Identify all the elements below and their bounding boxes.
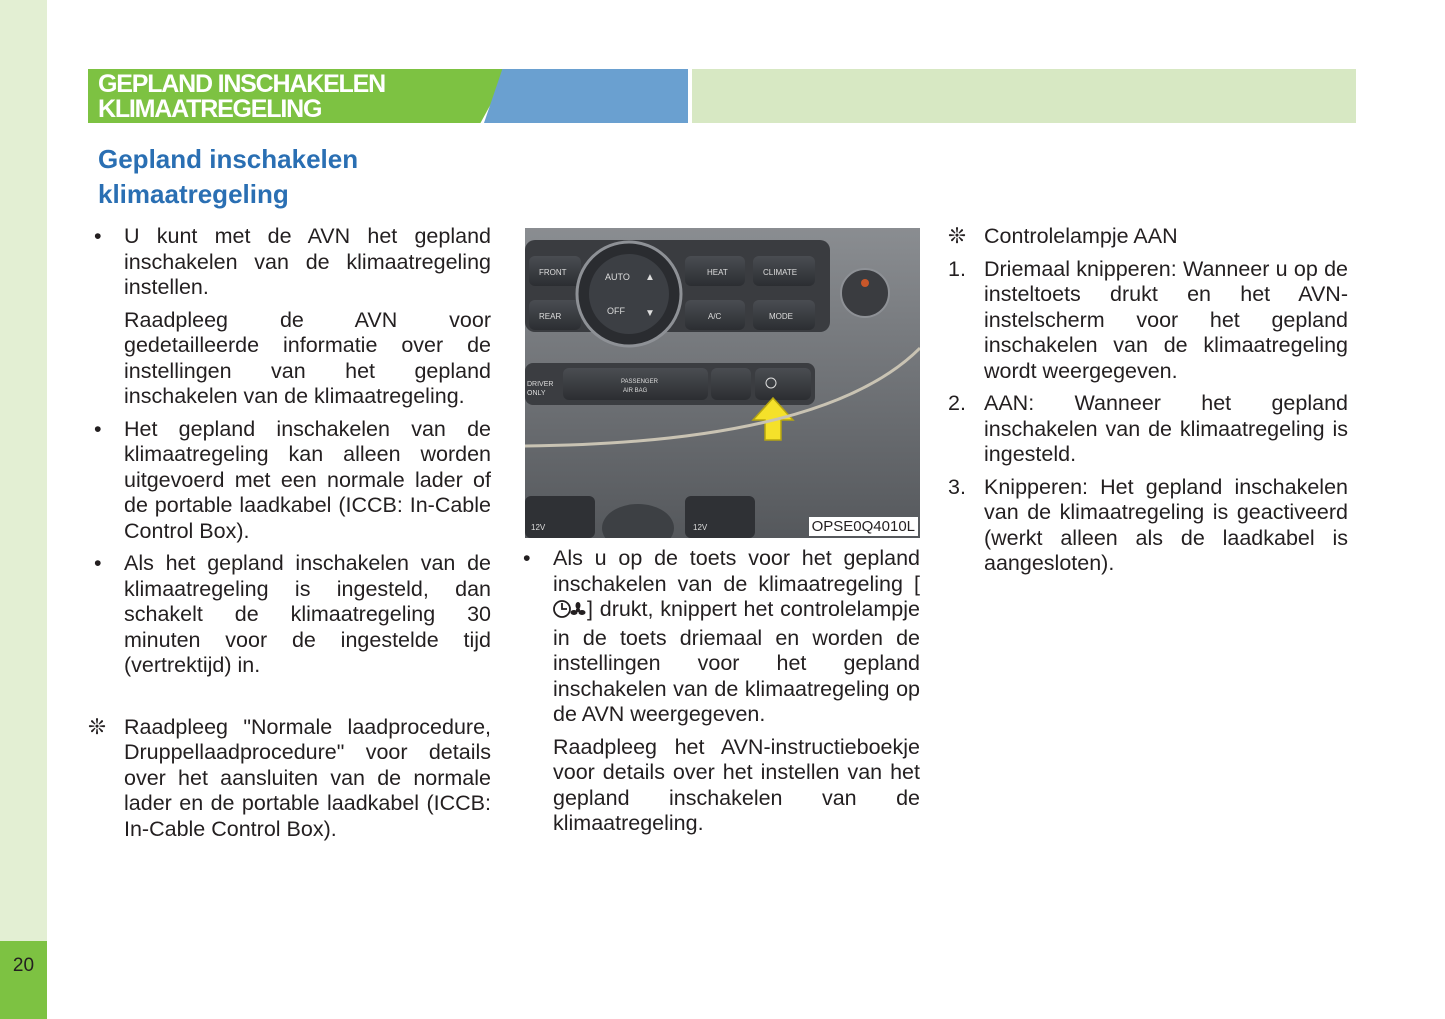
header-band-blue: [484, 69, 688, 123]
bullet-text: Het gepland inschakelen van de klimaatregeling kan alleen worden uitgevoerd met een normale lader of de portable laadkabel (ICCB: In-Cable Control Box).: [124, 416, 491, 543]
side-strip: [0, 0, 47, 1019]
driver-label-1: DRIVER: [527, 381, 554, 388]
header-title-line1: GEPLAND INSCHAKELEN: [98, 70, 385, 98]
bullet-continuation-text: Raadpleeg de AVN voor gedetailleerde informatie over de instellingen van het gepland inschakelen van de klimaatregeling.: [124, 307, 491, 408]
item-number: 1.: [948, 256, 966, 281]
passenger-label-1: PASSENGER: [621, 379, 658, 385]
svg-text:▼: ▼: [645, 308, 655, 319]
passenger-label-2: AIR BAG: [623, 388, 648, 394]
bullet-marker: •: [523, 546, 531, 570]
rear-label: REAR: [539, 312, 562, 321]
header-title: [98, 72, 508, 122]
driver-label-2: ONLY: [527, 390, 546, 397]
usb-label-2: 12V: [693, 523, 708, 532]
section-title-line2: klimaatregeling: [98, 179, 289, 209]
column-right: [948, 224, 1348, 584]
svg-text:▲: ▲: [645, 272, 655, 283]
climate-label: CLIMATE: [763, 268, 798, 277]
column-left: [88, 224, 491, 849]
heat-label: HEAT: [707, 268, 728, 277]
bullet-text-part2: ] drukt, knippert het controlelampje in de toets driemaal en worden de instellingen voor het gepland inschakelen van de klimaatregeling op de AVN weergegeven.: [553, 597, 920, 726]
bullet-text-part1: Als u op de toets voor het gepland inschakelen van de klimaatregeling [: [553, 546, 920, 596]
bullet-marker: •: [94, 416, 102, 441]
header-title-line2: KLIMAATREGELING: [98, 95, 322, 123]
bullet-continuation: [88, 308, 491, 410]
item-number: 2.: [948, 391, 966, 415]
note-marker: ❊: [88, 714, 107, 739]
page-tab: [0, 941, 47, 1019]
note-paragraph: [948, 224, 1348, 250]
note-text: Raadpleeg "Normale laadprocedure, Druppellaadprocedure" voor details over het aansluiten van de normale lader en de portable laadkabel (ICCB: In-Cable Control Box).: [124, 714, 491, 841]
note-text: Controlelampje AAN: [984, 224, 1178, 248]
item-text: Driemaal knipperen: Wanneer u op de insteltoets drukt en het AVN-instelscherm voor het gepland inschakelen van de klimaatregeling wordt weergegeven.: [984, 256, 1348, 383]
item-text: Knipperen: Het gepland inschakelen van de klimaatregeling is geactiveerd (werkt alleen als de laadkabel is aangesloten).: [984, 474, 1348, 575]
bullet-marker: •: [94, 224, 102, 248]
header-band-light: [692, 69, 1356, 123]
mode-label: MODE: [769, 312, 793, 321]
bullet-continuation-text: Raadpleeg het AVN-instructieboekje voor details over het instellen van het gepland inschakelen van de klimaatregeling.: [553, 734, 920, 835]
page-number: 20: [12, 955, 35, 976]
note-paragraph: [88, 715, 491, 843]
figure-caption: OPSE0Q4010L: [809, 517, 918, 536]
usb-label-1: 12V: [531, 523, 546, 532]
bullet-text: U kunt met de AVN het gepland inschakelen van de klimaatregeling instellen.: [124, 224, 491, 299]
item-number: 3.: [948, 474, 966, 499]
bullet-paragraph: [88, 417, 491, 545]
section-title: [98, 142, 358, 212]
column-middle: [517, 546, 920, 844]
section-title-line1: Gepland inschakelen: [98, 144, 359, 174]
auto-label: AUTO: [605, 272, 630, 282]
clock-fan-icon: [553, 599, 587, 626]
bullet-text: Als het gepland inschakelen van de klimaatregeling is ingesteld, dan schakelt de klimaatregeling 30 minuten voor de ingestelde tijd (vertrektijd) in.: [124, 551, 491, 677]
numbered-item: [948, 391, 1348, 468]
bullet-continuation: [517, 735, 920, 837]
numbered-item: [948, 475, 1348, 577]
bullet-marker: •: [94, 551, 102, 575]
numbered-item: [948, 257, 1348, 385]
climate-panel-illustration: [525, 228, 920, 538]
note-marker: ❊: [948, 224, 967, 248]
dashboard-photo: [525, 228, 920, 538]
off-label: OFF: [607, 306, 625, 316]
front-label: FRONT: [539, 268, 567, 277]
bullet-paragraph: [88, 224, 491, 301]
bullet-paragraph: [88, 551, 491, 679]
bullet-paragraph: [517, 546, 920, 728]
ac-label: A/C: [708, 312, 722, 321]
item-text: AAN: Wanneer het gepland inschakelen van de klimaatregeling is ingesteld.: [984, 391, 1348, 466]
